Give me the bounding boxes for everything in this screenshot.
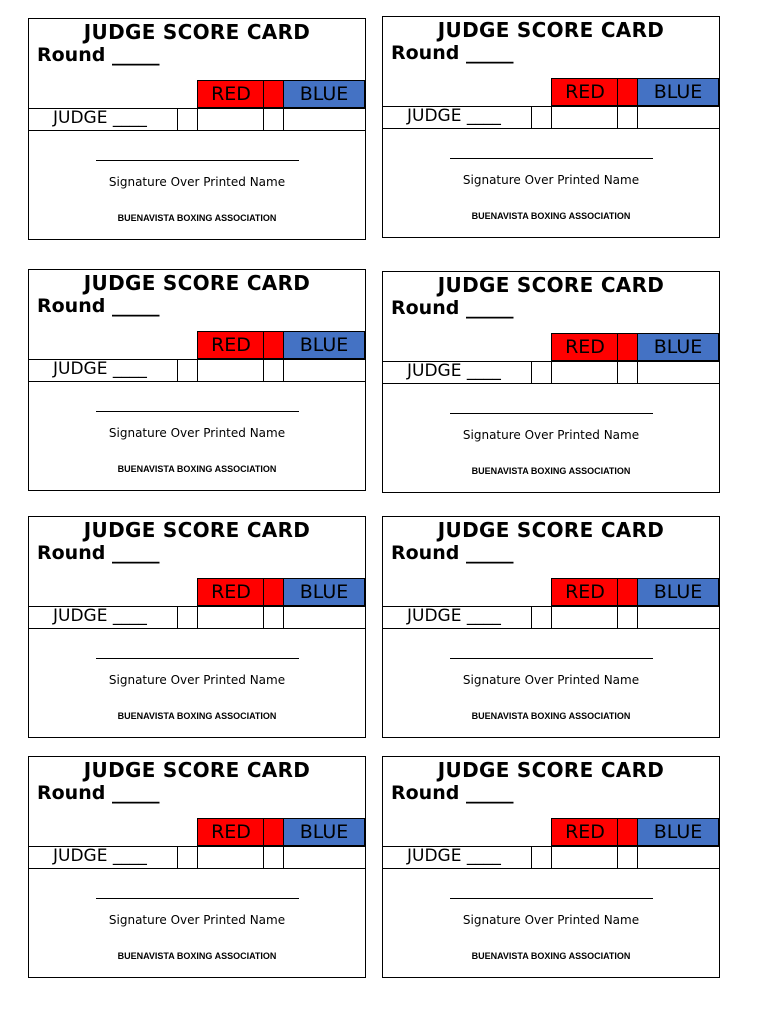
round-label: Round _____ — [37, 542, 160, 564]
row-divider — [263, 847, 264, 868]
row-divider — [283, 847, 284, 868]
blue-corner-header: BLUE — [637, 818, 719, 846]
blue-corner-header: BLUE — [637, 333, 719, 361]
association-name: BUENAVISTA BOXING ASSOCIATION — [117, 213, 277, 223]
judge-score-row — [383, 361, 719, 384]
score-card — [382, 271, 720, 493]
red-corner-swatch — [263, 80, 284, 108]
blue-corner-header: BLUE — [283, 331, 365, 359]
row-divider — [637, 847, 638, 868]
row-divider — [283, 360, 284, 381]
signature-caption: Signature Over Printed Name — [462, 673, 640, 687]
row-divider — [637, 607, 638, 628]
red-corner-header: RED — [197, 331, 264, 359]
judge-score-row — [383, 606, 719, 629]
round-label: Round _____ — [391, 297, 514, 319]
row-divider — [283, 607, 284, 628]
judge-label: JUDGE ____ — [407, 846, 501, 866]
blue-corner-header: BLUE — [637, 78, 719, 106]
signature-caption: Signature Over Printed Name — [462, 173, 640, 187]
round-label: Round _____ — [391, 782, 514, 804]
row-divider — [617, 607, 618, 628]
blue-corner-header: BLUE — [283, 80, 365, 108]
signature-caption: Signature Over Printed Name — [462, 913, 640, 927]
judge-label: JUDGE ____ — [53, 108, 147, 128]
row-divider — [531, 847, 532, 868]
signature-line — [96, 898, 299, 899]
row-divider — [177, 847, 178, 868]
row-divider — [177, 109, 178, 130]
card-title: JUDGE SCORE CARD — [83, 758, 311, 782]
row-divider — [637, 107, 638, 128]
row-divider — [551, 107, 552, 128]
judge-label: JUDGE ____ — [407, 106, 501, 126]
signature-caption: Signature Over Printed Name — [108, 913, 286, 927]
signature-line — [450, 898, 653, 899]
judge-label: JUDGE ____ — [53, 359, 147, 379]
row-divider — [617, 362, 618, 383]
blue-corner-header: BLUE — [637, 578, 719, 606]
score-card — [28, 18, 366, 240]
round-label: Round _____ — [37, 782, 160, 804]
red-corner-header: RED — [551, 78, 618, 106]
score-card — [382, 516, 720, 738]
row-divider — [283, 109, 284, 130]
red-corner-header: RED — [197, 80, 264, 108]
card-title: JUDGE SCORE CARD — [437, 18, 665, 42]
row-divider — [177, 360, 178, 381]
row-divider — [551, 847, 552, 868]
row-divider — [637, 362, 638, 383]
judge-label: JUDGE ____ — [53, 606, 147, 626]
row-divider — [531, 107, 532, 128]
row-divider — [197, 607, 198, 628]
association-name: BUENAVISTA BOXING ASSOCIATION — [471, 951, 631, 961]
red-corner-header: RED — [551, 818, 618, 846]
signature-caption: Signature Over Printed Name — [108, 175, 286, 189]
association-name: BUENAVISTA BOXING ASSOCIATION — [471, 711, 631, 721]
score-card — [382, 756, 720, 978]
card-title: JUDGE SCORE CARD — [83, 20, 311, 44]
red-corner-header: RED — [197, 578, 264, 606]
card-title: JUDGE SCORE CARD — [83, 518, 311, 542]
signature-line — [96, 411, 299, 412]
judge-score-row — [29, 846, 365, 869]
row-divider — [263, 360, 264, 381]
red-corner-swatch — [263, 331, 284, 359]
row-divider — [177, 607, 178, 628]
judge-score-row — [29, 359, 365, 382]
row-divider — [197, 360, 198, 381]
red-corner-swatch — [263, 578, 284, 606]
round-label: Round _____ — [391, 42, 514, 64]
signature-line — [450, 413, 653, 414]
association-name: BUENAVISTA BOXING ASSOCIATION — [117, 951, 277, 961]
row-divider — [197, 109, 198, 130]
association-name: BUENAVISTA BOXING ASSOCIATION — [471, 466, 631, 476]
association-name: BUENAVISTA BOXING ASSOCIATION — [117, 464, 277, 474]
row-divider — [263, 109, 264, 130]
red-corner-swatch — [617, 578, 638, 606]
association-name: BUENAVISTA BOXING ASSOCIATION — [471, 211, 631, 221]
row-divider — [263, 607, 264, 628]
signature-line — [96, 658, 299, 659]
judge-score-row — [383, 846, 719, 869]
signature-caption: Signature Over Printed Name — [108, 673, 286, 687]
row-divider — [531, 607, 532, 628]
judge-label: JUDGE ____ — [53, 846, 147, 866]
judge-label: JUDGE ____ — [407, 606, 501, 626]
round-label: Round _____ — [391, 542, 514, 564]
score-card — [28, 269, 366, 491]
judge-label: JUDGE ____ — [407, 361, 501, 381]
round-label: Round _____ — [37, 295, 160, 317]
blue-corner-header: BLUE — [283, 578, 365, 606]
card-title: JUDGE SCORE CARD — [437, 758, 665, 782]
card-title: JUDGE SCORE CARD — [83, 271, 311, 295]
card-title: JUDGE SCORE CARD — [437, 273, 665, 297]
card-title: JUDGE SCORE CARD — [437, 518, 665, 542]
red-corner-header: RED — [197, 818, 264, 846]
row-divider — [531, 362, 532, 383]
signature-line — [450, 158, 653, 159]
red-corner-header: RED — [551, 578, 618, 606]
row-divider — [551, 362, 552, 383]
row-divider — [617, 847, 618, 868]
association-name: BUENAVISTA BOXING ASSOCIATION — [117, 711, 277, 721]
red-corner-header: RED — [551, 333, 618, 361]
row-divider — [551, 607, 552, 628]
score-card — [28, 516, 366, 738]
round-label: Round _____ — [37, 44, 160, 66]
row-divider — [617, 107, 618, 128]
row-divider — [197, 847, 198, 868]
red-corner-swatch — [617, 78, 638, 106]
red-corner-swatch — [617, 818, 638, 846]
score-card — [28, 756, 366, 978]
judge-score-row — [29, 108, 365, 131]
signature-caption: Signature Over Printed Name — [108, 426, 286, 440]
score-card — [382, 16, 720, 238]
red-corner-swatch — [263, 818, 284, 846]
judge-score-row — [383, 106, 719, 129]
judge-score-row — [29, 606, 365, 629]
signature-line — [96, 160, 299, 161]
blue-corner-header: BLUE — [283, 818, 365, 846]
signature-line — [450, 658, 653, 659]
red-corner-swatch — [617, 333, 638, 361]
signature-caption: Signature Over Printed Name — [462, 428, 640, 442]
